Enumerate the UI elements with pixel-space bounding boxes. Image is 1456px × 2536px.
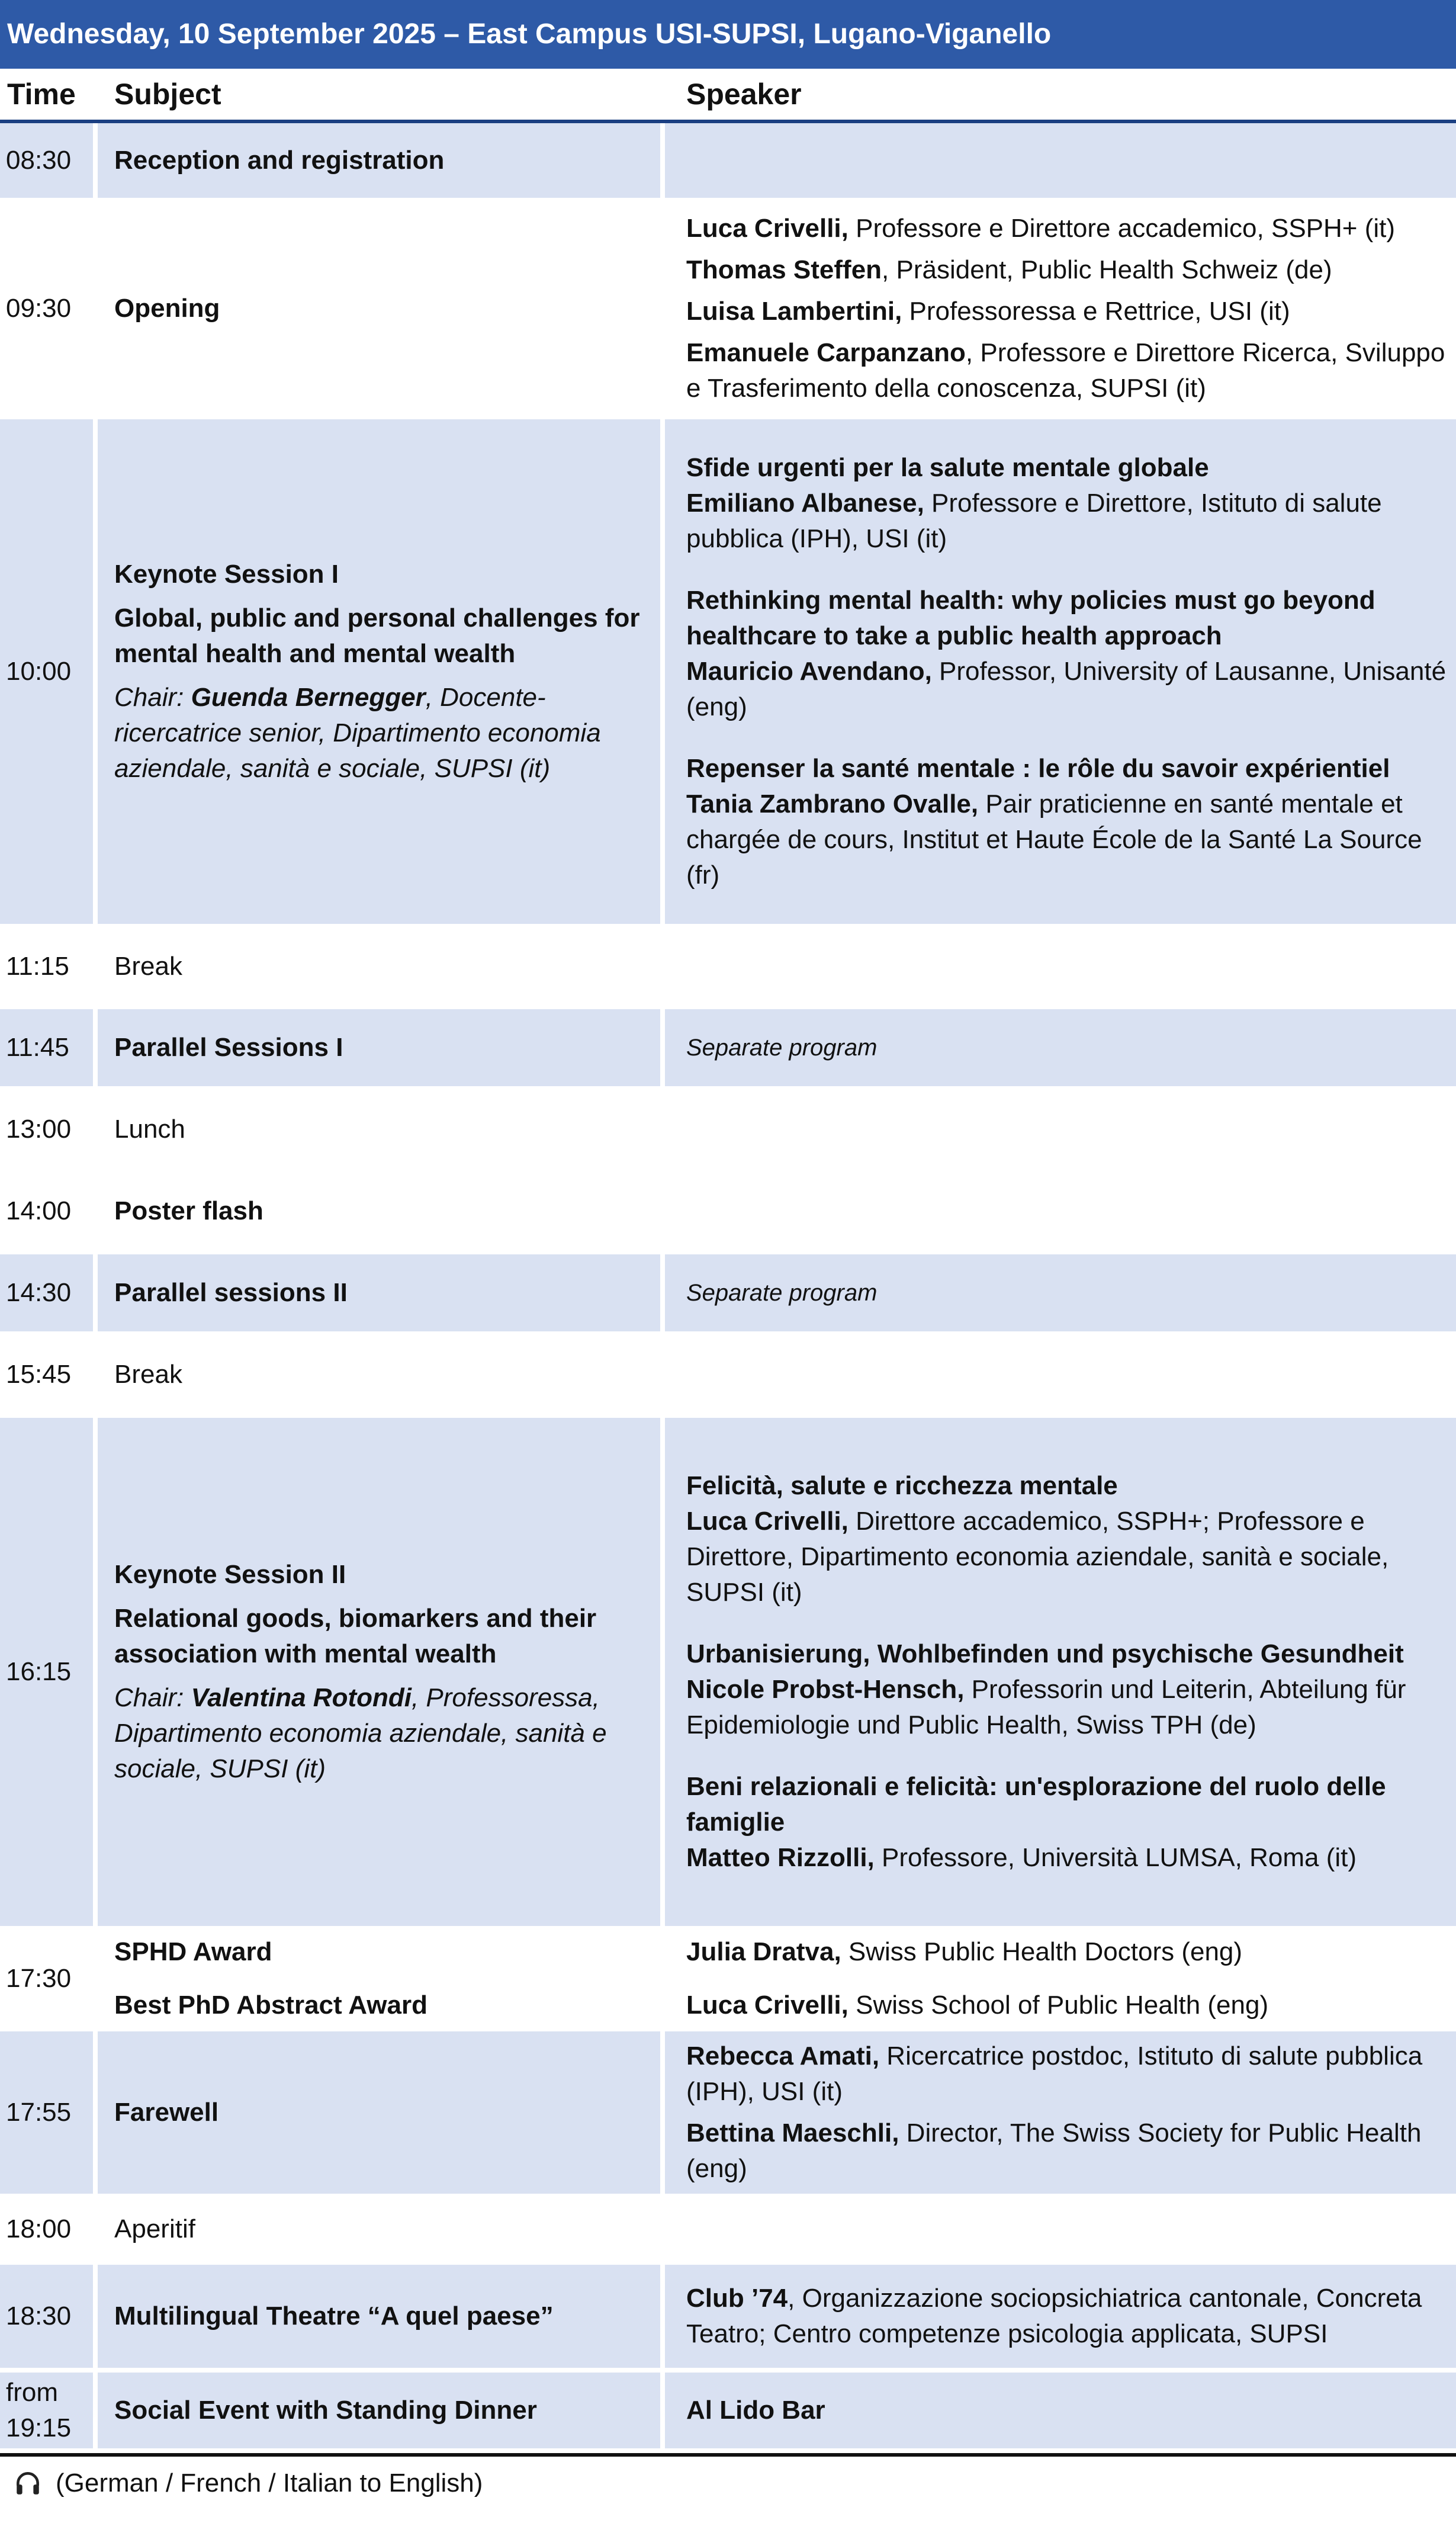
speaker-cell [665,1418,1456,1931]
time-cell: 11:45 [0,1009,98,1091]
time-cell: 18:00 [0,2198,98,2265]
speaker-name: Al Lido Bar [686,2396,825,2425]
talk-speaker [686,1504,1449,1610]
speaker-name: Nicole Probst-Hensch, [686,1675,965,1704]
table-row-poster [0,1173,1456,1254]
speaker-entry [686,1988,1449,2023]
table-row-parallel-1 [0,1009,1456,1091]
time-cell: 16:15 [0,1418,98,1931]
speaker-cell [665,1173,1456,1254]
session-title-text: Global, public and personal challenges for mental health and mental wealth [114,603,640,668]
talk-entry [686,751,1449,893]
speaker-cell [665,1336,1456,1418]
talk-title-text: Beni relazionali e felicità: un'esplorazione del ruolo delle famiglie [686,1772,1386,1837]
speaker-name: Luca Crivelli, [686,1507,848,1536]
session-chair [114,680,653,787]
speaker-entry [686,2116,1449,2187]
speaker-cell: Separate program [665,1009,1456,1091]
speaker-role: Pair praticienne en santé mentale et chargée de cours, Institut et Haute École de la Santé La Source (fr) [686,789,1422,890]
subject-cell [98,123,665,203]
speaker-entry [686,252,1449,288]
talk-entry [686,1636,1449,1743]
talk-speaker [686,486,1449,557]
time-cell: 14:30 [0,1254,98,1336]
speaker-role: Professoressa e Rettrice, USI (it) [902,297,1290,326]
subject-text: Opening [114,294,220,323]
speaker-entry [686,335,1449,406]
talk-title [686,1769,1449,1840]
speaker-name: Luca Crivelli, [686,1991,848,2020]
talk-title [686,1468,1449,1504]
speaker-cell [665,123,1456,203]
subject-cell [98,2031,665,2198]
talk-speaker [686,1840,1449,1876]
subject-cell [98,1418,665,1931]
table-row-reception [0,123,1456,203]
headphones-icon [13,2468,43,2498]
time-cell: 11:15 [0,929,98,1009]
subject-text: Farewell [114,2098,219,2127]
time-cell: 15:45 [0,1336,98,1418]
subject-text: SPHD Award [114,1937,272,1966]
subject-text: Multilingual Theatre “A quel paese” [114,2301,554,2330]
speaker-role: Professor, University of Lausanne, Unisanté (eng) [686,657,1447,721]
speaker-role: , Präsident, Public Health Schweiz (de) [882,255,1332,284]
time-cell: 08:30 [0,123,98,203]
table-row-break-1 [0,929,1456,1009]
speaker-name: Emanuele Carpanzano [686,338,966,367]
talk-title-text: Rethinking mental health: why policies must go beyond healthcare to take a public health approach [686,586,1375,650]
subject-cell [98,1009,665,1091]
subject-cell: Break [98,1336,665,1418]
subject-cell [98,2373,665,2453]
time-cell: 17:30 [0,1931,98,2031]
time-cell: 10:00 [0,419,98,929]
speaker-role: Direttore accademico, SSPH+; Professore e Direttore, Dipartimento economia aziendale, sanità e sociale, SUPSI (it) [686,1507,1389,1607]
speaker-cell [665,419,1456,929]
speaker-name: Luca Crivelli, [686,214,848,243]
table-row-parallel-2 [0,1254,1456,1336]
talk-entry [686,1769,1449,1876]
speaker-cell [665,2198,1456,2265]
speaker-cell [665,203,1456,419]
talk-title [686,583,1449,654]
speaker-role: Professorin und Leiterin, Abteilung für Epidemiologie und Public Health, Swiss TPH (de) [686,1675,1406,1739]
table-row-break-2 [0,1336,1456,1418]
page-header: Wednesday, 10 September 2025 – East Campus USI-SUPSI, Lugano-Viganello [0,0,1456,69]
column-header-time: Time [0,69,98,123]
award-subject [114,1934,658,1970]
speaker-name: Club ’74 [686,2284,788,2313]
talk-title [686,1636,1449,1672]
session-title [114,601,653,672]
speaker-cell [665,2265,1456,2373]
time-cell: 18:30 [0,2265,98,2373]
speaker-cell [665,2373,1456,2453]
time-line-1: from [6,2378,58,2407]
table-row-social-event [0,2373,1456,2453]
subject-text: Social Event with Standing Dinner [114,2396,537,2425]
session-title [114,1601,653,1672]
subject-text: Parallel Sessions I [114,1033,343,1062]
subject-text: Best PhD Abstract Award [114,1991,428,2020]
speaker-name: Luisa Lambertini, [686,297,902,326]
column-header-speaker: Speaker [665,69,1456,123]
speaker-name: Tania Zambrano Ovalle, [686,789,979,818]
talk-title-text: Sfide urgenti per la salute mentale globale [686,453,1209,482]
subject-cell [98,419,665,929]
speaker-cell [665,1931,1456,2031]
table-row-keynote-1 [0,419,1456,929]
subject-cell [98,1931,665,2031]
speaker-role: Professore e Direttore, Istituto di salute pubblica (IPH), USI (it) [686,489,1382,553]
time-cell [0,2373,98,2453]
chair-name: Valentina Rotondi [191,1683,412,1712]
talk-title-text: Urbanisierung, Wohlbefinden und psychische Gesundheit [686,1639,1404,1668]
session-title-text: Relational goods, biomarkers and their association with mental wealth [114,1604,597,1668]
subject-cell [98,1254,665,1336]
talk-title-text: Felicità, salute e ricchezza mentale [686,1471,1118,1500]
program-table [0,69,1456,2453]
speaker-name: Mauricio Avendano, [686,657,932,686]
subject-cell: Break [98,929,665,1009]
speaker-name: Bettina Maeschli, [686,2118,899,2147]
subject-cell [98,1173,665,1254]
speaker-entry [686,294,1449,329]
table-header-row [0,69,1456,123]
chair-prefix: Chair: [114,683,191,712]
speaker-cell: Separate program [665,1254,1456,1336]
speaker-role: , Professore e Direttore Ricerca, Sviluppo e Trasferimento della conoscenza, SUPSI (it) [686,338,1445,403]
table-row-aperitif [0,2198,1456,2265]
subject-cell: Lunch [98,1091,665,1173]
subject-cell [98,2265,665,2373]
speaker-role: Professore e Direttore accademico, SSPH+ (it) [848,214,1396,243]
speaker-role: Swiss Public Health Doctors (eng) [841,1937,1243,1966]
speaker-role: , Organizzazione sociopsichiatrica cantonale, Concreta Teatro; Centro competenze psicologia applicata, SUPSI [686,2284,1422,2348]
talk-entry [686,1468,1449,1610]
talk-title [686,450,1449,486]
talk-title-text: Repenser la santé mentale : le rôle du savoir expérientiel [686,754,1390,783]
speaker-name: Rebecca Amati, [686,2041,880,2070]
talk-title [686,751,1449,787]
talk-speaker [686,787,1449,893]
subject-cell: Aperitif [98,2198,665,2265]
session-label [114,557,653,592]
speaker-entry [686,211,1449,246]
table-row-keynote-2 [0,1418,1456,1931]
speaker-entry [686,1934,1449,1970]
speaker-name: Matteo Rizzolli, [686,1843,875,1872]
time-line-2: 19:15 [6,2413,72,2442]
talk-entry [686,450,1449,557]
chair-prefix: Chair: [114,1683,191,1712]
time-cell: 13:00 [0,1091,98,1173]
chair-role: , Professoressa, Dipartimento economia aziendale, sanità e sociale, SUPSI (it) [114,1683,607,1783]
time-cell: 17:55 [0,2031,98,2198]
talk-speaker [686,1672,1449,1743]
subject-text: Reception and registration [114,146,445,175]
speaker-cell [665,929,1456,1009]
subject-cell [98,203,665,419]
talk-speaker [686,654,1449,725]
chair-role: , Docente-ricercatrice senior, Dipartimento economia aziendale, sanità e sociale, SUPSI (it) [114,683,601,783]
speaker-role: Director, The Swiss Society for Public Health (eng) [686,2118,1422,2183]
subject-text: Parallel sessions II [114,1278,348,1307]
time-cell: 14:00 [0,1173,98,1254]
footer-note [0,2453,1456,2504]
session-chair [114,1680,653,1787]
speaker-role: Swiss School of Public Health (eng) [848,1991,1269,2020]
speaker-name: Julia Dratva, [686,1937,841,1966]
column-header-subject: Subject [98,69,665,123]
table-row-awards [0,1931,1456,2031]
table-row-theatre [0,2265,1456,2373]
subject-text: Poster flash [114,1196,263,1225]
talk-entry [686,583,1449,725]
speaker-role: Professore, Università LUMSA, Roma (it) [874,1843,1357,1872]
time-cell: 09:30 [0,203,98,419]
speaker-cell [665,2031,1456,2198]
session-label-text: Keynote Session I [114,560,339,589]
award-subject [114,1988,658,2023]
speaker-entry [686,2039,1449,2110]
chair-name: Guenda Bernegger [191,683,426,712]
table-row-farewell [0,2031,1456,2198]
session-label [114,1557,653,1593]
speaker-name: Thomas Steffen [686,255,882,284]
session-label-text: Keynote Session II [114,1560,346,1589]
speaker-name: Emiliano Albanese, [686,489,924,518]
speaker-role: Ricercatrice postdoc, Istituto di salute pubblica (IPH), USI (it) [686,2041,1423,2106]
footer-text: (German / French / Italian to English) [56,2468,483,2498]
table-row-opening [0,203,1456,419]
speaker-cell [665,1091,1456,1173]
table-row-lunch [0,1091,1456,1173]
